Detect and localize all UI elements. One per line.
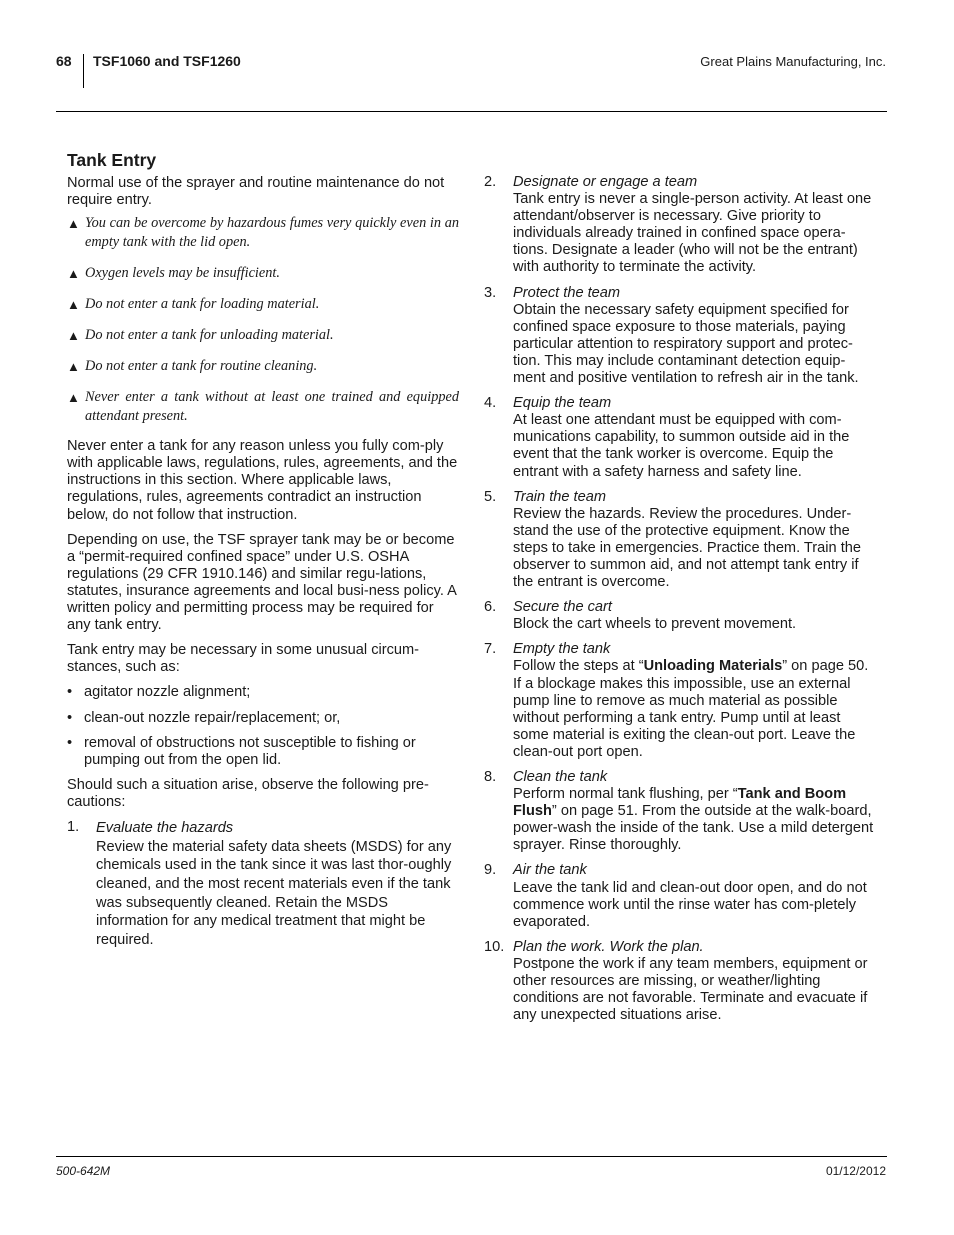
step-text: At least one attendant must be equipped with com-munications capability, to summon outside aid in the event that the tank worker is overcome. Equip the entrant with a safety harness and safety line. bbox=[513, 412, 850, 480]
step-text bbox=[513, 786, 876, 854]
step-item bbox=[484, 285, 876, 388]
step-item bbox=[484, 599, 876, 633]
bullet-item bbox=[67, 735, 459, 769]
step-item bbox=[484, 641, 876, 761]
step-number: 9. bbox=[484, 862, 497, 879]
bullet-dot-icon: • bbox=[67, 684, 73, 701]
bullet-text: agitator nozzle alignment; bbox=[84, 684, 251, 701]
bullet-text: clean-out nozzle repair/replacement; or, bbox=[84, 709, 341, 726]
warning-text: Do not enter a tank for loading material. bbox=[85, 296, 320, 313]
step-item bbox=[484, 939, 876, 1024]
step-text: Tank entry is never a single-person activity. At least one attendant/observer is necessary. Give priority to individuals already trained in confined space opera-tions. Designate a leader (who will not be the entrant) with authority to terminate the activity. bbox=[513, 191, 872, 276]
step-text: Review the material safety data sheets (MSDS) for any chemicals used in the tank since it was last thor-oughly cleaned, and the most recent materials even if the tank was subsequently cleaned. Retain the MSDS information for any medical treatment that might be required. bbox=[96, 838, 452, 949]
document-title: TSF1060 and TSF1260 bbox=[93, 53, 241, 69]
warning-triangle-icon: ▲ bbox=[67, 297, 80, 313]
step-number: 1. bbox=[67, 818, 80, 835]
step-text-before: Perform normal tank flushing, per “ bbox=[513, 786, 738, 803]
step-body bbox=[513, 174, 876, 277]
compliance-paragraph: Never enter a tank for any reason unless you fully com-ply with applicable laws, regulations, rules, agreements, and the instructions in this section. Where applicable laws, regulations, rules, agreements contradict an instruction below, do not follow that instruction. bbox=[67, 438, 458, 523]
step-title: Equip the team bbox=[513, 395, 612, 412]
warning-item bbox=[67, 388, 459, 426]
step-text: Leave the tank lid and clean-out door open, and do not commence work until the rinse water has com-pletely evaporated. bbox=[513, 879, 867, 930]
warning-text: Do not enter a tank for unloading material. bbox=[85, 327, 334, 344]
step-number: 2. bbox=[484, 174, 497, 190]
warning-text: Never enter a tank without at least one trained and equipped attendant present. bbox=[85, 389, 459, 425]
bullet-dot-icon: • bbox=[67, 734, 73, 751]
step-text: Block the cart wheels to prevent movement. bbox=[513, 616, 797, 633]
step-title: Designate or engage a team bbox=[513, 174, 698, 190]
step-title: Train the team bbox=[513, 488, 607, 505]
step-text bbox=[513, 658, 876, 761]
step-text-after: ” on page 50. If a blockage makes this impossible, use an external pump line to remove as much material as possible without performing a tank entry. Pump until at least some material is exiting the clean-out port. Leave the clean-out port open. bbox=[513, 658, 869, 760]
step-item bbox=[484, 489, 876, 592]
header-divider bbox=[83, 54, 84, 88]
cross-reference: Unloading Materials bbox=[643, 658, 783, 675]
step-body bbox=[513, 395, 876, 480]
step-title: Clean the tank bbox=[513, 769, 608, 785]
warning-item bbox=[67, 214, 459, 252]
warning-item bbox=[67, 326, 459, 345]
step-item bbox=[484, 395, 876, 480]
right-column bbox=[484, 174, 876, 1032]
step-number: 3. bbox=[484, 284, 497, 301]
warning-triangle-icon: ▲ bbox=[67, 328, 80, 344]
step-title: Secure the cart bbox=[513, 599, 612, 616]
step-text-after: ” on page 51. From the outside at the walk-board, power-wash the inside of the tank. Use a mild detergent sprayer. Rinse thoroughly. bbox=[513, 803, 874, 854]
bullet-dot-icon: • bbox=[67, 709, 73, 726]
step-number: 8. bbox=[484, 769, 497, 785]
warning-item bbox=[67, 357, 459, 376]
step-body bbox=[513, 641, 876, 761]
step-item bbox=[484, 174, 876, 277]
step-number: 10. bbox=[484, 938, 505, 955]
document-number: 500-642M bbox=[56, 1164, 111, 1178]
step-item bbox=[484, 862, 876, 930]
step-number: 4. bbox=[484, 395, 497, 412]
bullet-text: removal of obstructions not susceptible to fishing or pumping out from the open lid. bbox=[84, 734, 416, 768]
warning-item bbox=[67, 295, 459, 314]
company-name: Great Plains Manufacturing, Inc. bbox=[700, 54, 886, 69]
step-number: 5. bbox=[484, 488, 497, 505]
step-body bbox=[513, 769, 876, 854]
step-body bbox=[513, 862, 876, 930]
bullet-item bbox=[67, 684, 459, 701]
step-title: Air the tank bbox=[513, 862, 587, 879]
step-title: Plan the work. Work the plan. bbox=[513, 938, 704, 955]
intro-paragraph: Normal use of the sprayer and routine maintenance do not require entry. bbox=[67, 175, 445, 209]
step-body bbox=[513, 599, 876, 633]
step-item bbox=[484, 769, 876, 854]
publication-date: 01/12/2012 bbox=[825, 1164, 886, 1178]
warning-text: Do not enter a tank for routine cleaning. bbox=[85, 358, 318, 375]
step-title: Evaluate the hazards bbox=[96, 819, 234, 836]
warning-triangle-icon: ▲ bbox=[67, 216, 80, 232]
warning-triangle-icon: ▲ bbox=[67, 266, 80, 282]
step-item bbox=[67, 819, 459, 950]
warning-text: Oxygen levels may be insufficient. bbox=[85, 265, 280, 282]
step-body bbox=[96, 819, 459, 950]
step-text: Obtain the necessary safety equipment specified for confined space exposure to those materials, paying particular attention to respiratory support and protec-tion. This may include contaminant detection equip-ment and positive ventilation to refresh air in the tank. bbox=[513, 301, 859, 387]
step-text: Review the hazards. Review the procedures. Under-stand the use of the protective equipment. Know the steps to take in emergencies. Practice them. Train the observer to summon aid, and not attempt tank entry if the entrant is overcome. bbox=[513, 505, 861, 591]
step-number: 7. bbox=[484, 641, 497, 658]
step-text: Postpone the work if any team members, equipment or other resources are missing, or weather/lighting conditions are not favorable. Terminate and evacuate if any unexpected situations arise. bbox=[513, 955, 868, 1024]
warning-text: You can be overcome by hazardous fumes very quickly even in an empty tank with the lid open. bbox=[85, 215, 459, 251]
step-number: 6. bbox=[484, 599, 497, 616]
permit-paragraph: Depending on use, the TSF sprayer tank may be or become a “permit-required confined space” under U.S. OSHA regulations (29 CFR 1910.146) and similar regu-lations, statutes, insurance agreements and local busi-ness policy. A written policy and permitting process may be required for any tank entry. bbox=[67, 531, 457, 634]
warning-triangle-icon: ▲ bbox=[67, 359, 80, 375]
page-number: 68 bbox=[56, 53, 72, 69]
step-body bbox=[513, 285, 876, 388]
warning-item bbox=[67, 264, 459, 283]
bullet-item bbox=[67, 710, 459, 727]
step-body bbox=[513, 939, 876, 1024]
left-column bbox=[67, 150, 459, 958]
section-heading: Tank Entry bbox=[67, 150, 157, 170]
step-body bbox=[513, 489, 876, 592]
footer-rule bbox=[56, 1156, 887, 1157]
precautions-paragraph: Should such a situation arise, observe the following pre-cautions: bbox=[67, 776, 429, 810]
warning-triangle-icon: ▲ bbox=[67, 390, 80, 406]
cross-reference: Tank and Boom Flush bbox=[513, 786, 847, 820]
circumstances-paragraph: Tank entry may be necessary in some unusual circum-stances, such as: bbox=[67, 642, 420, 676]
step-text-before: Follow the steps at “ bbox=[513, 658, 644, 675]
step-title: Empty the tank bbox=[513, 641, 611, 658]
header-rule bbox=[56, 111, 887, 112]
step-title: Protect the team bbox=[513, 284, 621, 301]
